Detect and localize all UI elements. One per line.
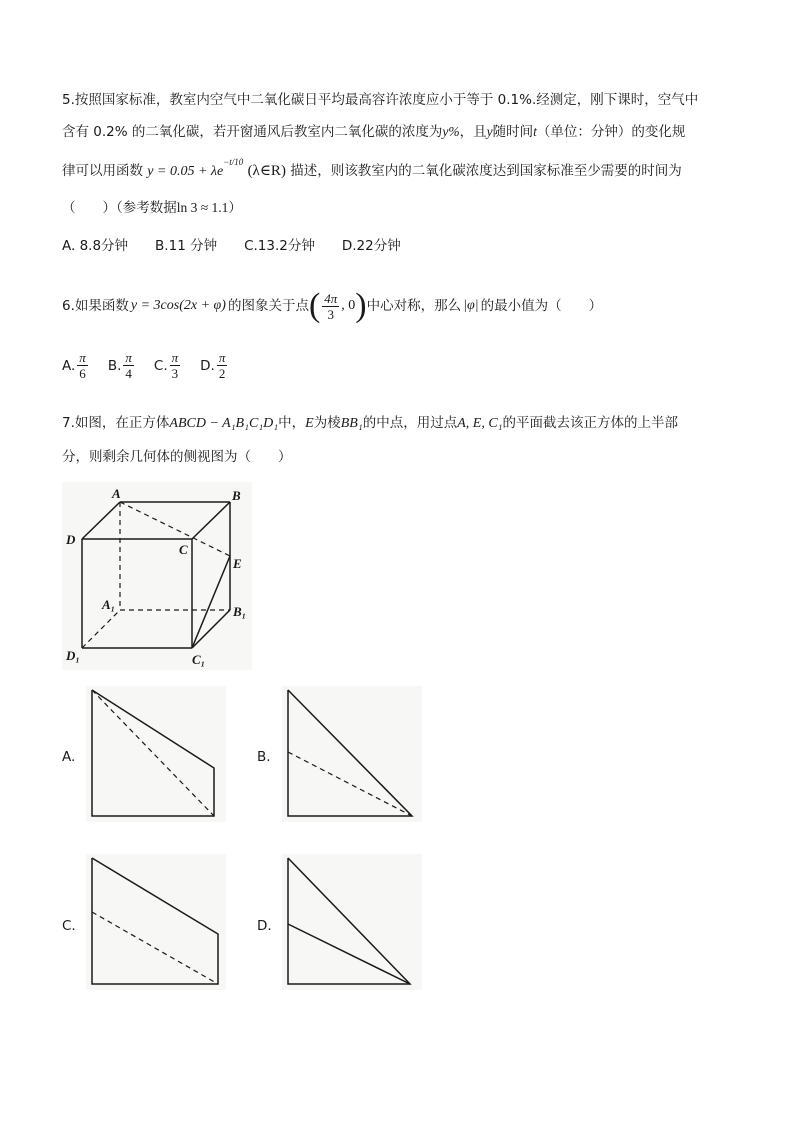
q5-formula <box>147 157 244 179</box>
q5-var-t: t <box>533 124 537 139</box>
q6-stem <box>62 286 602 326</box>
q5-line2 <box>62 123 685 141</box>
q5-reference-data: ln 3 ≈ 1.1 <box>176 200 229 215</box>
cube-hidden-d1a1 <box>82 610 120 648</box>
cube-edge-da <box>82 502 120 539</box>
q6-option-c-den: 3 <box>171 366 179 381</box>
q6-option-b-label: B. <box>107 357 122 374</box>
q7-option-c-label[interactable]: C. <box>62 918 76 934</box>
q7-option-a-figure[interactable] <box>86 686 226 822</box>
q7-option-a-label[interactable]: A. <box>62 749 76 765</box>
cube-edge-c1b1 <box>192 610 230 648</box>
q7-cube-name: ABCD − A₁B₁C₁D₁ <box>169 416 279 431</box>
q6-right-paren: ) <box>355 287 367 324</box>
q7-line1-text-a: 7.如图，在正方体 <box>62 415 170 431</box>
cube-edge-c1e <box>192 556 230 648</box>
q7-line1-text-c: 为棱 <box>313 415 341 431</box>
q7-option-b-figure[interactable] <box>282 686 422 822</box>
q7-line1 <box>62 414 678 433</box>
q6-text-d: 的最小值为（ ） <box>480 298 603 314</box>
q6-formula: y = 3cos(2x + φ) <box>130 298 226 313</box>
q5-line2-text-b: ，且 <box>459 124 487 140</box>
q5-line3-text-a: 律可以用函数 <box>62 163 143 179</box>
q5-line4-text: （ ）（参考数据 <box>62 200 177 216</box>
q6-point-numerator: 4π <box>324 290 338 306</box>
q6-left-paren: ( <box>308 287 321 324</box>
q5-line4 <box>62 199 242 217</box>
cube-label-c1: C₁ <box>192 652 206 667</box>
q6-point-denominator: 3 <box>327 306 335 322</box>
q6-option-a-den: 6 <box>79 366 86 381</box>
option-c-outline <box>92 858 218 984</box>
q5-options-text: A. 8.8分钟 B.11 分钟 C.13.2分钟 D.22分钟 <box>62 238 401 254</box>
q7-var-e: E <box>305 416 314 431</box>
q5-line3-text-b: 描述，则该教室内的二氧化碳浓度达到国家标准至少需要的时间为 <box>290 163 682 179</box>
q6-option-b[interactable] <box>108 350 136 381</box>
q5-line1 <box>62 91 698 109</box>
q6-option-a-label: A. <box>62 357 76 374</box>
q6-option-d[interactable] <box>200 350 229 381</box>
q6-option-d-fraction <box>217 350 228 381</box>
q6-option-a-num: π <box>79 350 86 365</box>
q6-option-c[interactable] <box>154 350 182 381</box>
q7-line1-text-b: 中， <box>278 415 306 431</box>
q6-option-a-fraction <box>77 350 88 381</box>
q7-option-d-label[interactable]: D. <box>257 918 272 934</box>
q6-option-a[interactable] <box>62 350 90 381</box>
q6-option-b-fraction <box>123 350 134 381</box>
cube-label-e: E <box>233 556 242 571</box>
option-b-outline <box>288 690 412 816</box>
q6-text-c: 中心对称，那么 <box>366 298 462 314</box>
q6-option-d-label: D. <box>200 357 215 374</box>
cube-edge-cb <box>192 502 230 539</box>
cube-label-a1: A₁ <box>102 597 116 612</box>
q7-line2-text: 分，则剩余几何体的侧视图为（ ） <box>62 449 292 465</box>
cube-label-b: B <box>232 488 241 503</box>
q5-formula-exponent: −t/10 <box>223 157 244 167</box>
q5-line4-close: ） <box>228 200 242 216</box>
q5-line1-text: 5.按照国家标准，教室内空气中二氧化碳日平均最高容许浓度应小于等于 0.1%.经测定，刚下课时，空气中 <box>62 92 699 108</box>
q7-points: A, E, C₁ <box>457 416 503 431</box>
q5-options <box>62 237 401 255</box>
q6-option-d-den: 2 <box>218 366 226 381</box>
q5-var-y: y <box>486 124 493 139</box>
q6-option-b-den: 4 <box>125 366 132 381</box>
q6-option-d-num: π <box>218 350 226 365</box>
q6-option-c-num: π <box>171 350 179 365</box>
option-a-outline <box>92 690 214 816</box>
q5-var-y-percent: y% <box>442 124 460 139</box>
option-d-solid-diagonal <box>288 924 410 984</box>
q7-edge-bb1: BB₁ <box>340 416 363 431</box>
q6-point-rest: , 0 <box>341 298 356 313</box>
option-a-dashed <box>92 690 214 816</box>
option-b-dashed <box>288 752 412 816</box>
cube-label-d1: D₁ <box>66 648 80 663</box>
cube-label-a: A <box>112 486 121 501</box>
q6-option-c-fraction <box>170 350 181 381</box>
cube-label-d: D <box>66 532 76 547</box>
q7-cube-figure <box>62 482 252 670</box>
q7-line2 <box>62 448 292 466</box>
q7-option-d-figure[interactable] <box>282 854 422 990</box>
q5-line2-text-a: 含有 0.2% 的二氧化碳，若开窗通风后教室内二氧化碳的浓度为 <box>62 124 443 140</box>
q5-formula-main: y = 0.05 + λe <box>147 164 224 179</box>
cube-hidden-ae <box>120 502 230 556</box>
q6-option-c-label: C. <box>153 357 168 374</box>
q6-text-b: 的图象关于点 <box>227 298 309 314</box>
q6-options <box>62 350 229 381</box>
cube-label-b1: B₁ <box>233 604 247 619</box>
q5-line3 <box>62 157 682 181</box>
q5-line2-text-c: 随时间 <box>492 124 534 140</box>
option-d-outline <box>288 858 410 984</box>
q7-option-b-label[interactable]: B. <box>257 749 271 765</box>
q7-line1-text-e: 的平面截去该正方体的上半部 <box>502 415 679 431</box>
q7-line1-text-d: 的中点，用过点 <box>362 415 458 431</box>
q5-line2-text-d: （单位：分钟）的变化规 <box>536 124 686 140</box>
q6-abs-phi: |φ| <box>463 298 479 313</box>
cube-label-c: C <box>179 542 188 557</box>
q6-point-fraction <box>322 291 339 322</box>
q6-text-a: 6.如果函数 <box>62 298 129 314</box>
q7-option-c-figure[interactable] <box>86 854 226 990</box>
q6-option-b-num: π <box>125 350 132 365</box>
q5-formula-domain: (λ∈R) <box>247 163 286 179</box>
